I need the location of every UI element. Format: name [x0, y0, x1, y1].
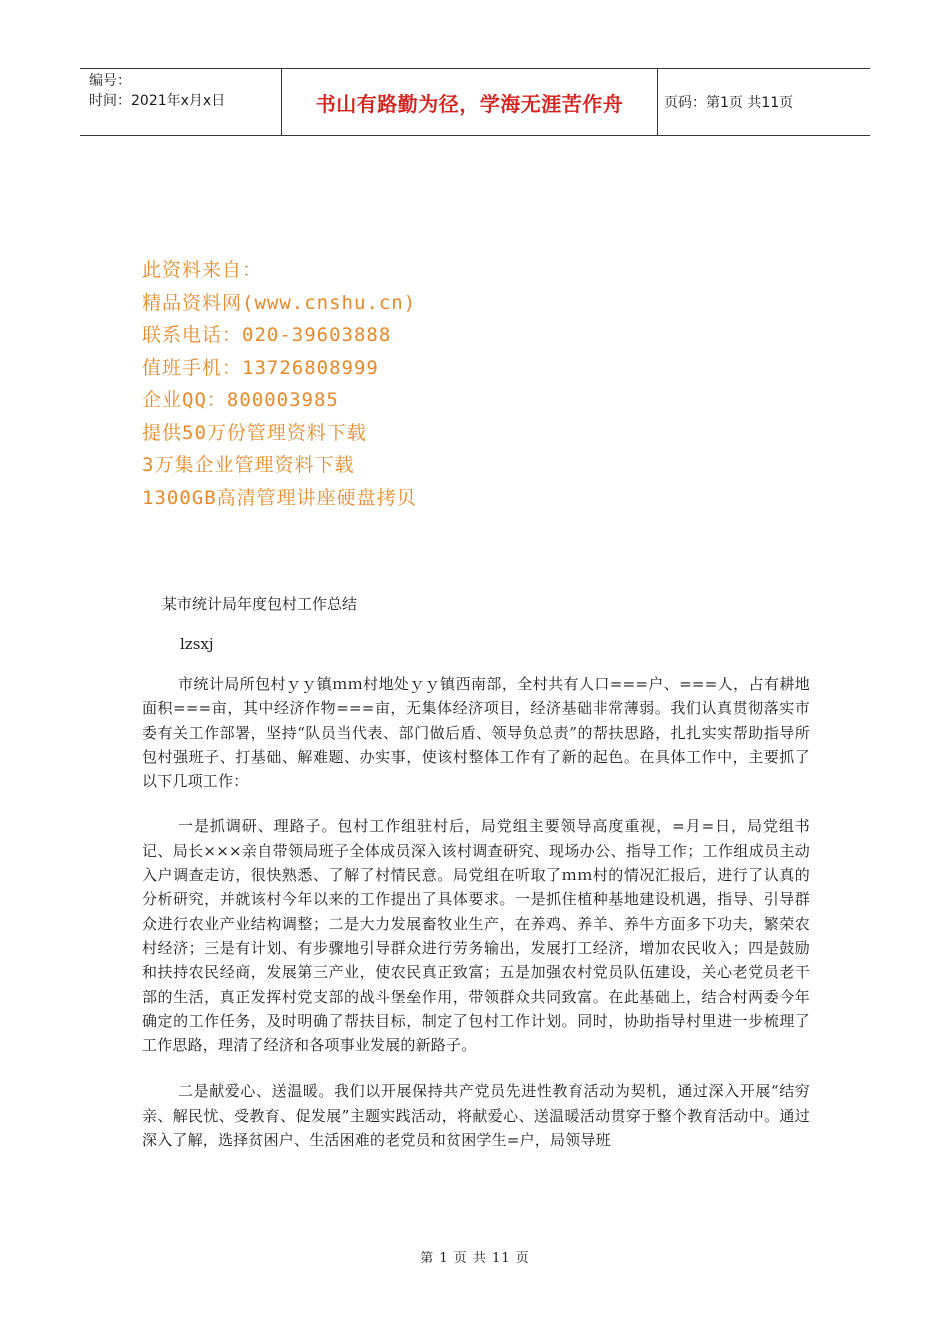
document-title: 某市统计局年度包村工作总结	[162, 595, 358, 613]
paragraph: 市统计局所包村ｙｙ镇ｍｍ村地处ｙｙ镇西南部，全村共有人口===户、===人，占有耕地面积===亩，其中经济作物===亩，无集体经济项目，经济基础非常薄弱。我们认真贯彻落实市委有关工作部署，坚持“队员当代表、部门做后盾、领导负总责”的帮扶思路，扎扎实实帮助指导所包村强班子、打基础、解难题、办实事，使该村整体工作有了新的起色。在具体工作中，主要抓了以下几项工作：	[142, 675, 810, 791]
page-footer	[0, 1247, 950, 1266]
page-info-text: 页码：第1页 共11页	[664, 95, 794, 111]
source-ad-block	[142, 254, 417, 514]
ad-line-website: 精品资料网(www.cnshu.cn)	[142, 291, 417, 314]
ad-line: 1300GB高清管理讲座硬盘拷贝	[142, 486, 417, 509]
time-label: 时间：2021年x月x日	[89, 93, 226, 109]
ad-line: 此资料来自：	[142, 259, 263, 281]
document-header	[80, 68, 870, 136]
paragraph: 二是献爱心、送温暖。我们以开展保持共产党员先进性教育活动为契机，通过深入开展“结穷亲、解民忧、受教育、促发展”主题实践活动，将献爱心、送温暖活动贯穿于整个教育活动中。通过深入了解，选择贫困户、生活困难的老党员和贫困学生=户，局领导班	[142, 1082, 810, 1150]
ad-line: 提供50万份管理资料下载	[142, 421, 367, 444]
footer-page-number: 第 1 页 共 11 页	[420, 1251, 530, 1266]
header-meta	[80, 69, 282, 135]
ad-line-qq: 企业QQ：800003985	[142, 389, 339, 411]
header-motto-cell	[282, 69, 658, 135]
ad-line-phone: 联系电话：020-39603888	[142, 324, 392, 346]
number-label: 编号：	[89, 73, 131, 89]
document-author: lzsxj	[180, 635, 214, 653]
header-page-info	[658, 69, 870, 135]
paragraph: 一是抓调研、理路子。包村工作组驻村后，局党组主要领导高度重视，=月=日，局党组书记、局长×××亲自带领局班子全体成员深入该村调查研究、现场办公、指导工作；工作组成员主动入户调查走访，很快熟悉、了解了村情民意。局党组在听取了ｍｍ村的情况汇报后，进行了认真的分析研究，并就该村今年以来的工作提出了具体要求。一是抓住植种基地建设机遇，指导、引导群众进行农业产业结构调整；二是大力发展畜牧业生产，在养鸡、养羊、养牛方面多下功夫，繁荣农村经济；三是有计划、有步骤地引导群众进行劳务输出，发展打工经济，增加农民收入；四是鼓励和扶持农民经商，发展第三产业，使农民真正致富；五是加强农村党员队伍建设，关心老党员老干部的生活，真正发挥村党支部的战斗堡垒作用，带领群众共同致富。在此基础上，结合村两委今年确定的工作任务，及时明确了帮扶目标，制定了包村工作计划。同时，协助指导村里进一步梳理了工作思路，理清了经济和各项事业发展的新路子。	[142, 817, 811, 1055]
ad-line: 3万集企业管理资料下载	[142, 454, 355, 476]
ad-line-mobile: 值班手机：13726808999	[142, 356, 379, 379]
document-body	[142, 592, 810, 1152]
header-motto: 书山有路勤为径，学海无涯苦作舟	[315, 91, 624, 116]
